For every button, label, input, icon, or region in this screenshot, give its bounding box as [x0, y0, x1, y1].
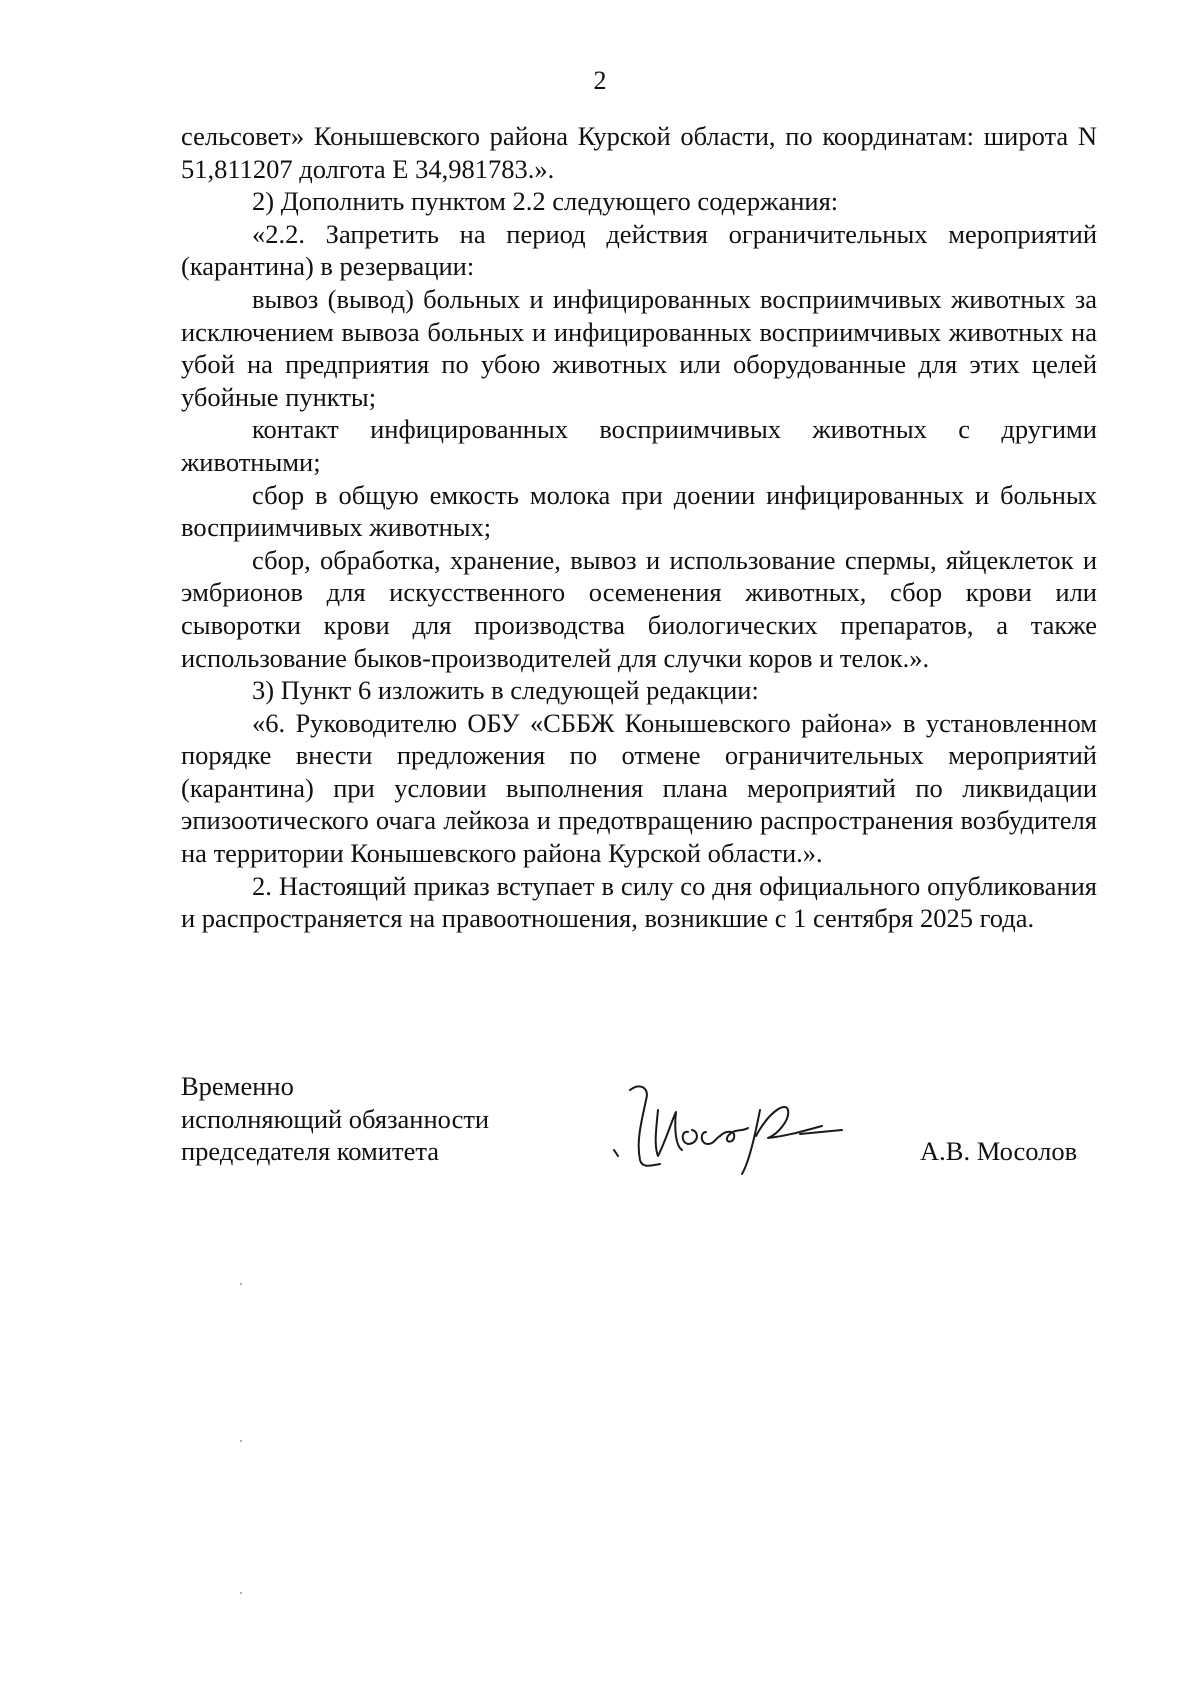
paragraph-effective-date: 2. Настоящий приказ вступает в силу со дня официального опубликования и распространяется на правоотношения, возникшие с 1 сентября 2025 года. [181, 870, 1097, 934]
paragraph-ban-contact: контакт инфицированных восприимчивых животных с другими животными; [181, 414, 1097, 477]
page-number: 2 [593, 66, 607, 95]
document-body [181, 120, 1097, 935]
signatory-name: А.В. Мосолов [920, 1136, 1078, 1166]
paragraph-amendment-3: 3) Пункт 6 изложить в следующей редакции: [252, 675, 759, 706]
scan-speck [240, 1592, 242, 1594]
handwritten-signature [610, 1080, 880, 1180]
signatory-position-line: Временно [181, 1071, 294, 1101]
paragraph-clause-2-2: «2.2. Запретить на период действия ограничительных мероприятий (карантина) в резервации: [181, 218, 1097, 282]
paragraph-ban-breeding: сбор, обработка, хранение, вывоз и использование спермы, яйцеклеток и эмбрионов для искусственного осеменения животных, сбор крови или сыворотки крови для производства биологических препаратов, а также использование быков-производителей для случки коров и телок.». [181, 544, 1097, 673]
paragraph-ban-removal: вывоз (вывод) больных и инфицированных восприимчивых животных за исключением вывоза больных и инфицированных восприимчивых животных на убой на предприятия по убою животных или оборудованные для этих целей убойные пункты; [181, 283, 1097, 412]
scan-speck [240, 1440, 242, 1442]
paragraph-clause-6: «6. Руководителю ОБУ «СББЖ Конышевского района» в установленном порядке внести предложения по отмене ограничительных мероприятий (карантина) при условии выполнения плана мероприятий по ликвидации эпизоотического очага лейкоза и предотвращению распространения возбудителя на территории Конышевского района Курской области.». [181, 707, 1097, 869]
paragraph-amendment-2: 2) Дополнить пунктом 2.2 следующего содержания: [252, 186, 839, 217]
scan-speck [240, 1283, 242, 1285]
paragraph-ban-milk: сбор в общую емкость молока при доении инфицированных и больных восприимчивых животных; [181, 479, 1097, 543]
paragraph-coordinates: сельсовет» Конышевского района Курской области, по координатам: широта N 51,811207 долгота E 34,981783.». [181, 121, 1097, 184]
signatory-position-line: исполняющий обязанности [181, 1103, 490, 1134]
signatory-position [181, 1070, 489, 1168]
signatory-position-line: председателя комитета [181, 1136, 439, 1166]
